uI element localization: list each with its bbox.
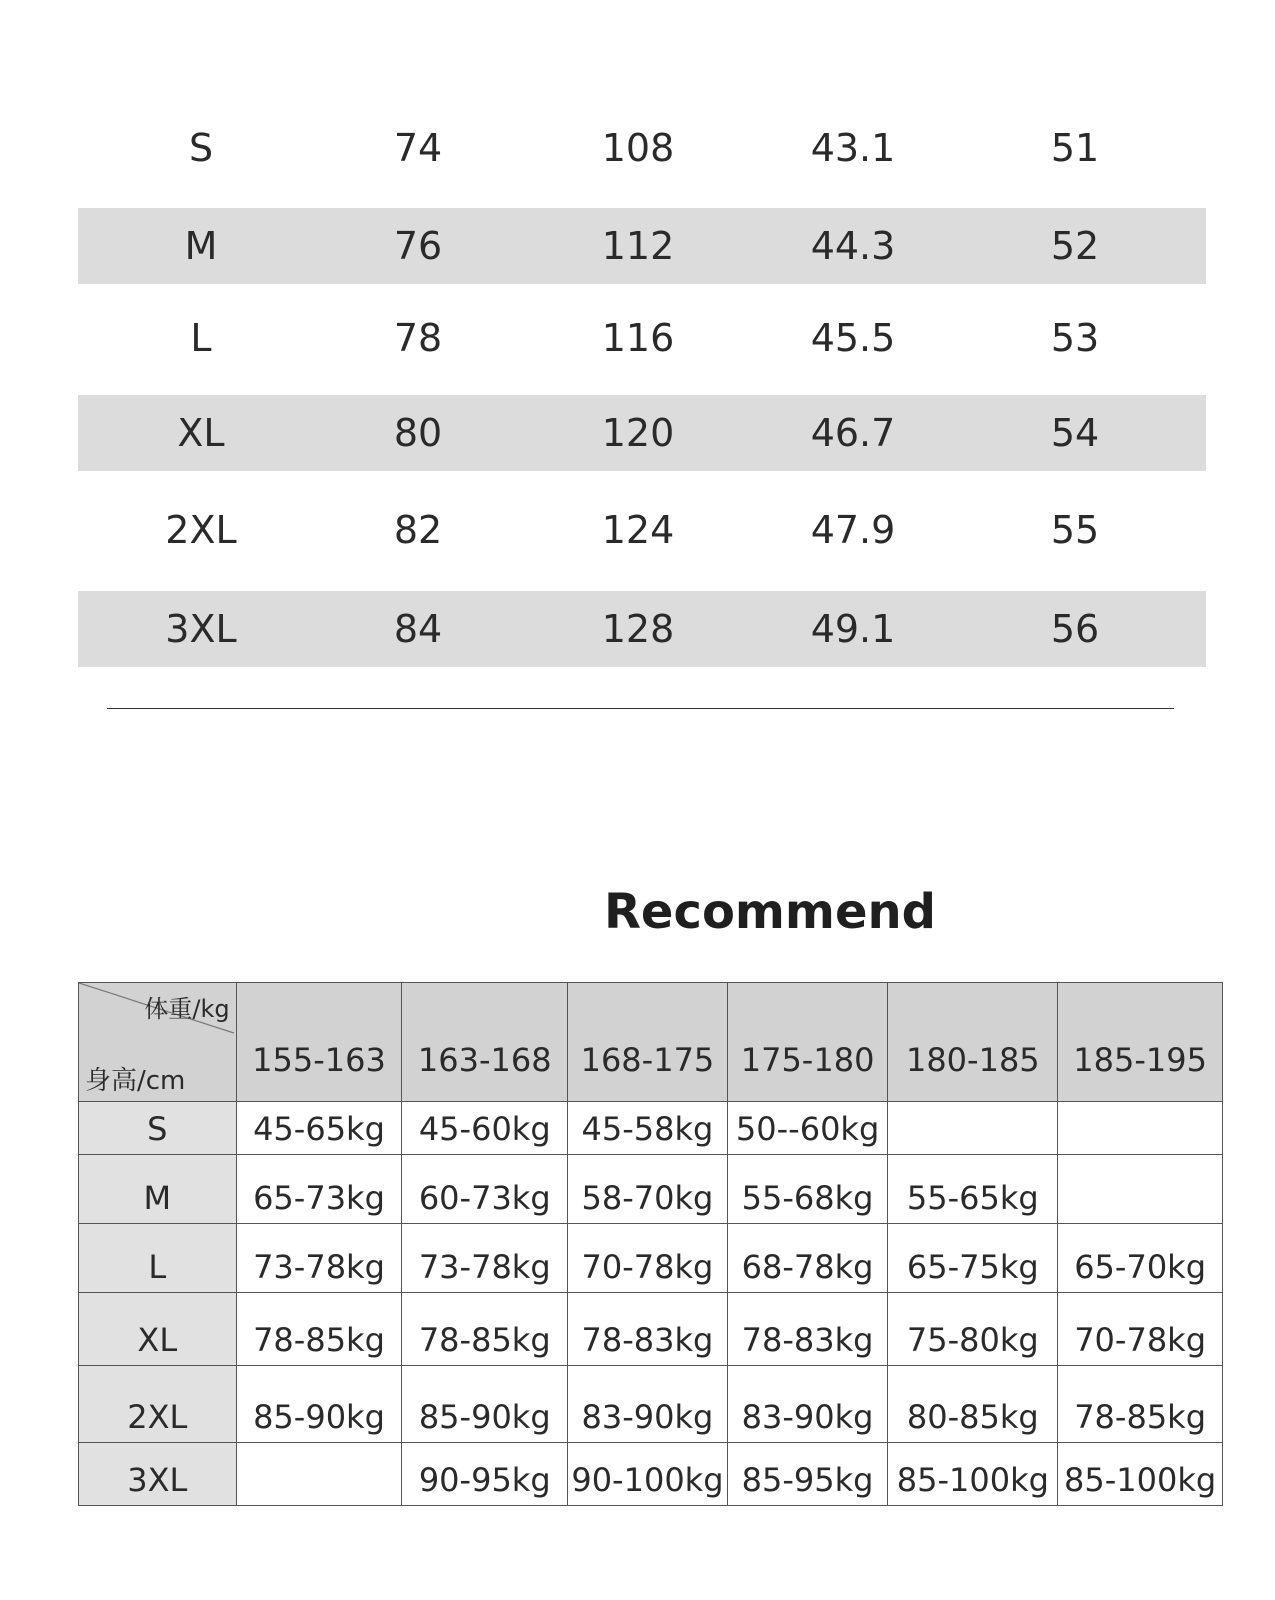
size-label: XL [177,411,225,455]
weight-cell: 83-90kg [727,1366,888,1443]
weight-cell: 45-58kg [568,1102,728,1155]
weight-cell: 78-85kg [236,1293,402,1366]
weight-cell: 85-95kg [727,1443,888,1506]
size-label: XL [79,1293,237,1366]
weight-cell: 68-78kg [727,1224,888,1293]
weight-cell: 55-65kg [888,1155,1058,1224]
weight-cell: 45-65kg [236,1102,402,1155]
recommend-row-s [79,1102,1223,1155]
measurement-value: 76 [393,224,443,268]
size-label: 3XL [165,607,237,651]
measurement-value: 56 [1050,607,1100,651]
size-row-2xl [78,492,1206,568]
weight-cell: 70-78kg [568,1224,728,1293]
size-label: 3XL [79,1443,237,1506]
weight-unit-label: 体重/kg [144,995,230,1023]
weight-cell: 50--60kg [727,1102,888,1155]
measurement-value: 82 [393,508,443,552]
measurement-value: 112 [601,224,675,268]
recommend-row-3xl [79,1443,1223,1506]
weight-cell: 90-100kg [568,1443,728,1506]
weight-cell: 73-78kg [236,1224,402,1293]
weight-cell: 85-100kg [888,1443,1058,1506]
measurement-value: 53 [1050,316,1100,360]
measurement-value: 44.3 [810,224,896,268]
size-label: M [184,224,218,268]
weight-cell: 85-90kg [402,1366,568,1443]
size-label: 2XL [79,1366,237,1443]
measurement-value: 55 [1050,508,1100,552]
recommend-header-row [79,983,1223,1102]
measurement-value: 74 [393,126,443,170]
size-label: M [79,1155,237,1224]
measurement-value: 54 [1050,411,1100,455]
measurement-value: 120 [601,411,675,455]
height-range-header: 163-168 [402,983,568,1102]
weight-cell: 45-60kg [402,1102,568,1155]
weight-cell: 65-75kg [888,1224,1058,1293]
weight-cell: 73-78kg [402,1224,568,1293]
measurement-value: 80 [393,411,443,455]
weight-cell: 55-68kg [727,1155,888,1224]
size-row-xl [78,395,1206,471]
weight-cell: 83-90kg [568,1366,728,1443]
recommend-title: Recommend [603,884,937,940]
recommend-row-2xl [79,1366,1223,1443]
measurement-value: 84 [393,607,443,651]
height-unit-label: 身高/cm [85,1066,186,1096]
weight-cell [1058,1155,1223,1224]
weight-cell: 80-85kg [888,1366,1058,1443]
weight-cell: 85-100kg [1058,1443,1223,1506]
measurement-value: 116 [601,316,675,360]
measurement-value: 45.5 [810,316,896,360]
recommend-table [78,982,1223,1506]
size-row-s [78,110,1206,186]
weight-cell: 65-70kg [1058,1224,1223,1293]
weight-cell: 78-85kg [1058,1366,1223,1443]
size-label: L [190,316,212,360]
measurement-value: 51 [1050,126,1100,170]
measurement-value: 78 [393,316,443,360]
recommend-row-xl [79,1293,1223,1366]
size-label: S [188,126,214,170]
height-range-header: 155-163 [236,983,402,1102]
measurement-value: 43.1 [810,126,896,170]
height-range-header: 180-185 [888,983,1058,1102]
weight-cell [888,1102,1058,1155]
measurement-value: 128 [601,607,675,651]
measurement-value: 47.9 [810,508,896,552]
size-row-m [78,208,1206,284]
weight-cell: 78-85kg [402,1293,568,1366]
measurement-value: 46.7 [810,411,896,455]
measurement-value: 108 [601,126,675,170]
size-label: L [79,1224,237,1293]
weight-cell: 65-73kg [236,1155,402,1224]
weight-cell: 60-73kg [402,1155,568,1224]
recommend-row-l [79,1224,1223,1293]
measurement-value: 49.1 [810,607,896,651]
weight-cell: 58-70kg [568,1155,728,1224]
weight-cell [236,1443,402,1506]
weight-cell: 85-90kg [236,1366,402,1443]
height-range-header: 185-195 [1058,983,1223,1102]
height-range-header: 175-180 [727,983,888,1102]
section-divider [107,708,1174,709]
size-label: 2XL [165,508,237,552]
recommend-row-m [79,1155,1223,1224]
size-row-3xl [78,591,1206,667]
weight-cell: 78-83kg [568,1293,728,1366]
measurement-value: 52 [1050,224,1100,268]
weight-cell: 78-83kg [727,1293,888,1366]
height-range-header: 168-175 [568,983,728,1102]
size-label: S [79,1102,237,1155]
weight-cell: 90-95kg [402,1443,568,1506]
measurement-value: 124 [601,508,675,552]
weight-cell [1058,1102,1223,1155]
size-row-l [78,300,1206,376]
corner-header-cell [79,983,237,1102]
weight-cell: 75-80kg [888,1293,1058,1366]
weight-cell: 70-78kg [1058,1293,1223,1366]
